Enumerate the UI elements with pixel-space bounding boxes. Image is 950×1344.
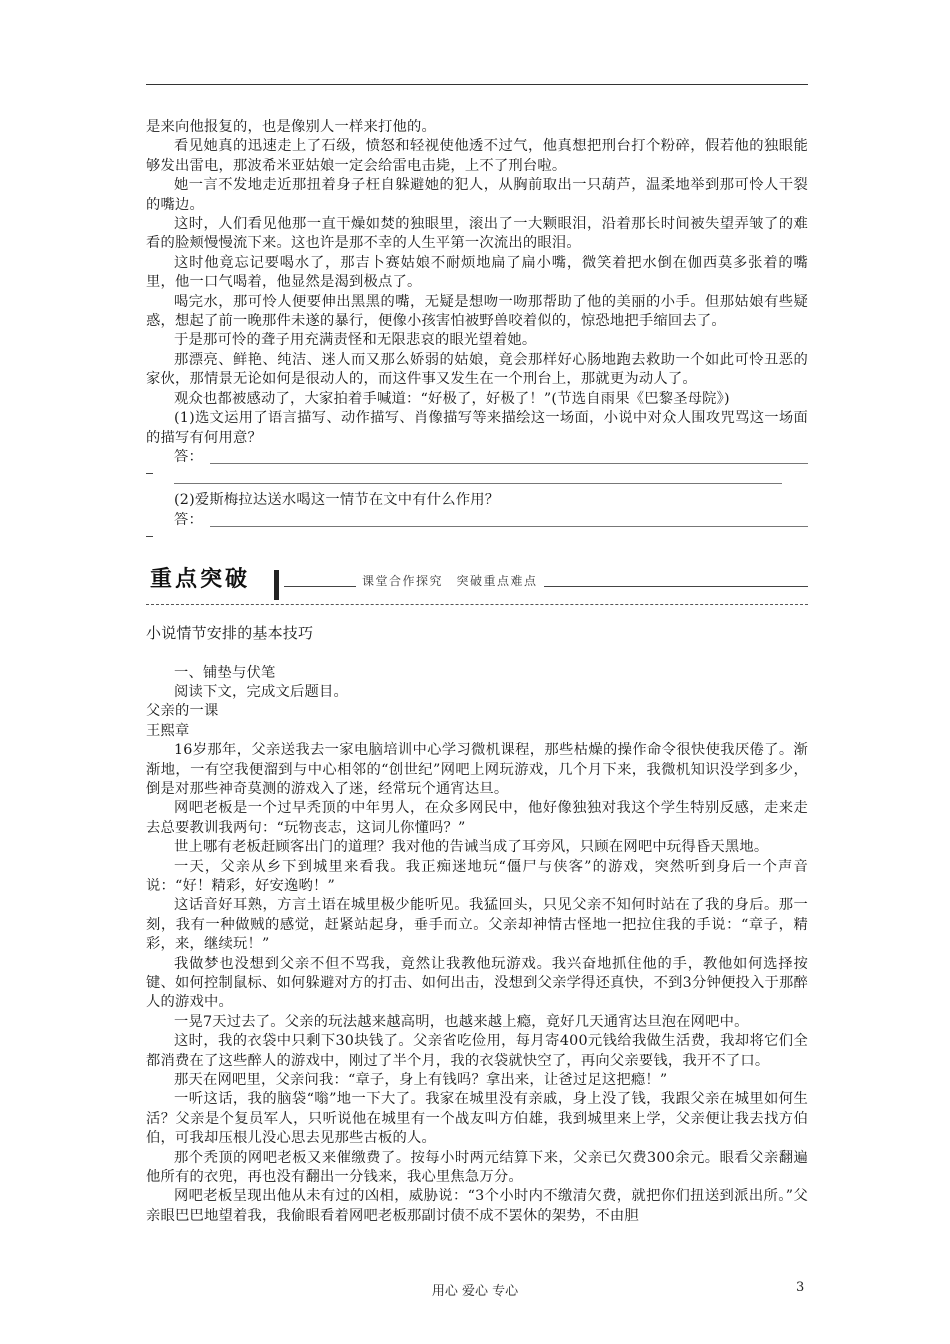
paragraph: 观众也都被感动了，大家拍着手喊道：“好极了，好极了！”(节选自雨果《巴黎圣母院》) <box>174 390 730 407</box>
page-number: 3 <box>796 1280 805 1295</box>
banner-subtitle: 课堂合作探究 突破重点难点 <box>356 572 544 591</box>
paragraph: 这时他竟忘记要喝水了，那吉卜赛姑娘不耐烦地扁了扁小嘴，微笑着把水倒在伽西莫多张着的嘴里，他一口气喝着，他显然是渴到极点了。 <box>146 254 808 291</box>
answer-rule-extra <box>146 481 808 491</box>
answer-rule-end <box>146 467 808 481</box>
paragraph: 网吧老板是一个过早秃顶的中年男人，在众多网民中，他好像独独对我这个学生特别反感，走来走去总要教训我两句：“玩物丧志，这词儿你懂吗？” <box>146 800 808 836</box>
paragraph: 这话音好耳熟，方言土语在城里极少能听见。我猛回头，只见父亲不知何时站在了我的身后。那一刻，我有一种做贼的感觉，赶紧站起身，垂手而立。父亲却神情古怪地一把拉住我的手说：“章子，精彩，来，继续玩！” <box>146 897 808 953</box>
banner-title: 重点突破 <box>150 567 251 593</box>
paragraph: 这时，人们看见他那一直干燥如焚的独眼里，滚出了一大颗眼泪，沿着那长时间被失望弄皱了的难看的脸颊慢慢流下来。这也许是那不幸的人生平第一次流出的眼泪。 <box>146 216 808 252</box>
answer-line-2[interactable] <box>146 511 808 530</box>
section-banner <box>146 568 808 608</box>
story-title: 父亲的一课 <box>146 703 219 720</box>
paragraph: 16岁那年，父亲送我去一家电脑培训中心学习微机课程，那些枯燥的操作命令很快使我厌倦了。渐渐地，一有空我便溜到与中心相邻的“创世纪”网吧上网玩游戏，几个月下来，我微机知识没学到多少，倒是对那些神奇莫测的游戏入了迷，经常玩个通宵达旦。 <box>146 742 808 797</box>
paragraph: 喝完水，那可怜人便要伸出黑黑的嘴，无疑是想吻一吻那帮助了他的美丽的小手。但那姑娘有些疑惑，想起了前一晚那件未遂的暴行，便像小孩害怕被野兽咬着似的，惊恐地把手缩回去了。 <box>146 293 808 330</box>
question-1: (1)选文运用了语言描写、动作描写、肖像描写等来描绘这一场面，小说中对众人围攻咒骂这一场面的描写有何用意？ <box>146 410 808 446</box>
answer-label: 答： <box>174 448 203 465</box>
paragraph: 世上哪有老板赶顾客出门的道理？我对他的告诫当成了耳旁风，只顾在网吧中玩得昏天黑地。 <box>174 839 769 856</box>
instruction: 阅读下文，完成文后题目。 <box>174 683 348 700</box>
paragraph: 看见她真的迅速走上了石级，愤怒和轻视使他透不过气，他真想把刑台打个粉碎，假若他的独眼能够发出雷电，那波希米亚姑娘一定会给雷电击毙，上不了刑台啦。 <box>146 138 808 174</box>
answer-rule <box>210 526 808 527</box>
section-title: 小说情节安排的基本技巧 <box>146 624 314 643</box>
answer-line-1[interactable] <box>146 448 808 467</box>
answer-rule-end <box>146 530 808 544</box>
story-author: 王熙章 <box>146 722 190 739</box>
paragraph: 这时，我的衣袋中只剩下30块钱了。父亲省吃俭用，每月寄400元钱给我做生活费，我却将它们全都消费在了这些醉人的游戏中，刚过了半个月，我的衣袋就快空了，再向父亲要钱，我开不了口。 <box>146 1033 808 1069</box>
paragraph: 我做梦也没想到父亲不但不骂我，竟然让我教他玩游戏。我兴奋地抓住他的手，教他如何选择按键、如何控制鼠标、如何躲避对方的打击、如何出击，没想到父亲学得还真快，不到3分钟便投入于那醉人的游戏中。 <box>146 955 808 1011</box>
page-content <box>146 118 808 1226</box>
paragraph: 那个秃顶的网吧老板又来催缴费了。按每小时两元结算下来，父亲已欠费300余元。眼看父亲翻遍他所有的衣兜，再也没有翻出一分钱来，我心里焦急万分。 <box>146 1149 808 1186</box>
answer-label: 答： <box>174 511 203 528</box>
answer-rule <box>210 463 808 464</box>
paragraph: 是来向他报复的，也是像别人一样来打他的。 <box>146 119 436 135</box>
paragraph: 于是那可怜的聋子用充满责怪和无限悲哀的眼光望着她。 <box>174 332 537 349</box>
paragraph: 那天在网吧里，父亲问我：“章子，身上有钱吗？拿出来，让爸过足这把瘾！” <box>174 1072 668 1089</box>
banner-dashed-line <box>146 604 808 605</box>
section-heading: 一、铺垫与伏笔 <box>174 664 276 681</box>
paragraph: 一听这话，我的脑袋“嗡”地一下大了。我家在城里没有亲戚，身上没了钱，我跟父亲在城里如何生活？父亲是个复员军人，只听说他在城里有一个战友叫方伯雄，我到城里来上学，父亲便让我去找方伯伯，可我却压根儿没心思去见那些古板的人。 <box>146 1091 808 1147</box>
paragraph: 一晃7天过去了。父亲的玩法越来越高明，也越来越上瘾，竟好几天通宵达旦泡在网吧中。 <box>174 1013 749 1030</box>
paragraph: 那漂亮、鲜艳、纯洁、迷人而又那么娇弱的姑娘，竟会那样好心肠地跑去救助一个如此可怜丑恶的家伙，那情景无论如何是很动人的，而这件事又发生在一个刑台上，那就更为动人了。 <box>146 351 808 388</box>
paragraph: 她一言不发地走近那扭着身子枉自躲避她的犯人，从胸前取出一只葫芦，温柔地举到那可怜人干裂的嘴边。 <box>146 177 808 213</box>
header-rule <box>146 84 808 85</box>
paragraph: 网吧老板呈现出他从未有过的凶相，威胁说：“3个小时内不缴清欠费，就把你们扭送到派出所。”父亲眼巴巴地望着我，我偷眼看着网吧老板那副讨债不成不罢休的架势，不由胆 <box>146 1188 808 1224</box>
banner-bar <box>274 570 279 600</box>
paragraph: 一天，父亲从乡下到城里来看我。我正痴迷地玩“僵尸与侠客”的游戏，突然听到身后一个声音说：“好！精彩，好安逸哟！” <box>146 858 808 894</box>
footer-motto: 用心 爱心 专心 <box>431 1284 519 1299</box>
question-2: (2)爱斯梅拉达送水喝这一情节在文中有什么作用？ <box>174 492 500 509</box>
